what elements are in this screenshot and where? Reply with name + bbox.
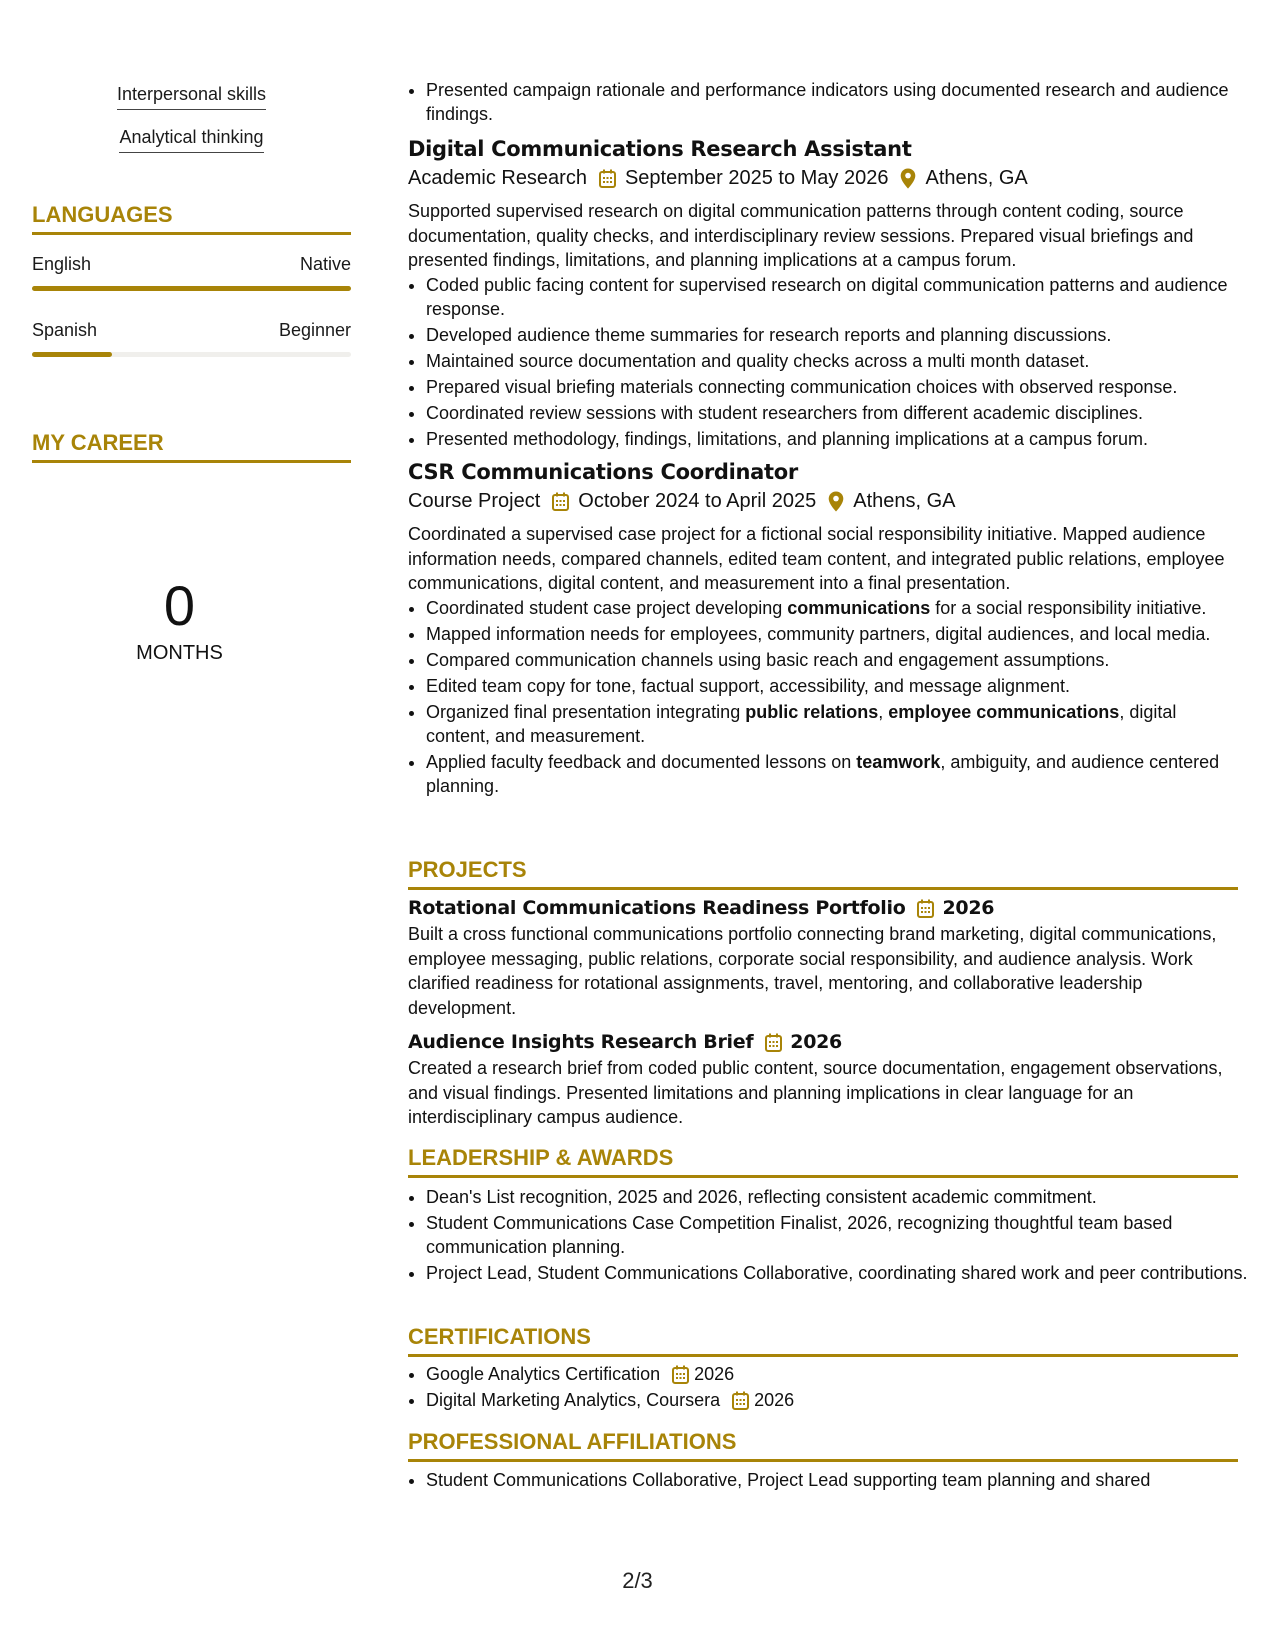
job-location: Athens, GA: [925, 167, 1028, 189]
job-dates: October 2024 to April 2025: [578, 490, 817, 512]
list-item: • Dean's List recognition, 2025 and 2026, reflecting consistent academic commitment.: [426, 1185, 1256, 1209]
language-level: Beginner: [278, 320, 351, 340]
language-name: English: [32, 254, 92, 274]
bullet-list: [408, 1185, 1256, 1287]
job-entry: [408, 460, 1238, 800]
career-unit: MONTHS: [136, 642, 223, 664]
list-item: • Edited team copy for tone, factual support, accessibility, and message alignment.: [426, 674, 1238, 698]
calendar-icon: [917, 899, 934, 918]
job-summary: Coordinated a supervised case project for a fictional social responsibility initiative. Mapped audience information needs, compared channels, edited team content, and integrated public relations, employee communications, digital content, and measurement into a final presentation.: [408, 524, 1225, 593]
job-org: Academic Research: [408, 167, 587, 189]
calendar-icon: [732, 1391, 749, 1410]
project-title: Rotational Communications Readiness Portfolio: [408, 897, 906, 919]
bullet-list: [408, 596, 1238, 798]
list-item: • Student Communications Case Competition Finalist, 2026, recognizing thoughtful team based communication planning.: [426, 1211, 1256, 1259]
proficiency-fill: [32, 352, 112, 357]
cert-name: • Digital Marketing Analytics, Coursera: [426, 1390, 721, 1410]
job-meta: [408, 167, 1238, 190]
project-year: 2026: [942, 897, 995, 919]
keyword: public relations: [745, 701, 879, 722]
bullet-list: [408, 273, 1238, 451]
proficiency-fill: [32, 286, 351, 291]
list-item: • Organized final presentation integrating public relations, employee communications, digital content, and measurement.: [426, 700, 1238, 748]
career-value: 0: [163, 574, 196, 637]
list-item: • Mapped information needs for employees, community partners, digital audiences, and local media.: [426, 622, 1238, 646]
sidebar: [32, 0, 351, 1650]
list-item: [426, 1388, 1256, 1412]
cert-name: • Google Analytics Certification: [426, 1364, 661, 1384]
affiliations-heading: PROFESSIONAL AFFILIATIONS: [408, 1429, 1238, 1462]
skill-item: [32, 127, 351, 153]
language-english: [32, 254, 351, 291]
skill-label: Analytical thinking: [119, 127, 263, 153]
project-entry: [408, 897, 1238, 1020]
list-item: • Coordinated review sessions with student researchers from different academic disciplines.: [426, 401, 1238, 425]
calendar-icon: [599, 169, 616, 188]
job-dates: September 2025 to May 2026: [624, 167, 889, 189]
proficiency-bar: [32, 352, 351, 357]
job-meta: [408, 490, 1238, 513]
job-title: CSR Communications Coordinator: [408, 460, 798, 484]
list-item: • Coded public facing content for supervised research on digital communication patterns and audience response.: [426, 273, 1238, 321]
list-item: • Presented methodology, findings, limitations, and planning implications at a campus forum.: [426, 427, 1238, 451]
list-item: • Student Communications Collaborative, Project Lead supporting team planning and shared: [426, 1468, 1256, 1492]
main-content: [408, 0, 1248, 1650]
project-entry: [408, 1031, 1238, 1130]
keyword: communications: [787, 597, 931, 618]
language-spanish: [32, 320, 351, 357]
map-pin-icon: [900, 168, 916, 189]
certifications-heading: CERTIFICATIONS: [408, 1324, 1238, 1357]
job-location: Athens, GA: [853, 490, 956, 512]
project-title-row: [408, 897, 1238, 919]
project-year: 2026: [790, 1031, 842, 1053]
skill-item: [32, 84, 351, 110]
career-heading: MY CAREER: [32, 430, 351, 463]
projects-heading: PROJECTS: [408, 857, 1238, 890]
awards-heading: LEADERSHIP & AWARDS: [408, 1145, 1238, 1178]
list-item: • Maintained source documentation and quality checks across a multi month dataset.: [426, 349, 1238, 373]
cert-year: 2026: [754, 1390, 795, 1410]
list-item: • Coordinated student case project developing communications for a social responsibility initiative.: [426, 596, 1238, 620]
language-level: Native: [299, 254, 351, 274]
map-pin-icon: [828, 491, 844, 512]
calendar-icon: [552, 492, 569, 511]
list-item: [426, 1362, 1256, 1386]
bullet-list: [408, 78, 1256, 128]
languages-heading: LANGUAGES: [32, 202, 351, 235]
job-summary: Supported supervised research on digital communication patterns through content coding, source documentation, quality checks, and interdisciplinary review sessions. Prepared visual briefings and presented findings, limitations, and planning implications at a campus forum.: [408, 201, 1194, 270]
list-item: • Project Lead, Student Communications Collaborative, coordinating shared work and peer contributions.: [426, 1261, 1256, 1285]
skill-label: Interpersonal skills: [117, 84, 266, 110]
calendar-icon: [765, 1033, 782, 1052]
career-summary: [32, 574, 327, 665]
list-item: • Compared communication channels using basic reach and engagement assumptions.: [426, 648, 1238, 672]
keyword: employee communications: [888, 701, 1120, 722]
keyword: teamwork: [856, 751, 941, 772]
calendar-icon: [672, 1365, 689, 1384]
bullet-list: [408, 1468, 1256, 1494]
list-item: • Prepared visual briefing materials connecting communication choices with observed response.: [426, 375, 1238, 399]
job-entry: [408, 137, 1238, 453]
page-number: 2/3: [622, 1568, 653, 1593]
project-summary: Created a research brief from coded public content, source documentation, engagement observations, and visual findings. Presented limitations and planning implications in clear language for an interdisciplinary campus audience.: [408, 1058, 1223, 1127]
bullet-list: [408, 1362, 1256, 1414]
job-title: Digital Communications Research Assistant: [408, 137, 912, 161]
language-name: Spanish: [32, 320, 98, 340]
project-summary: Built a cross functional communications portfolio connecting brand marketing, digital communications, employee messaging, public relations, corporate social responsibility, and audience analysis. Work clarified readiness for rotational assignments, travel, mentoring, and collaborative leadership development.: [408, 924, 1217, 1018]
list-item: • Presented campaign rationale and performance indicators using documented research and audience findings.: [426, 78, 1256, 126]
proficiency-bar: [32, 286, 351, 291]
list-item: • Developed audience theme summaries for research reports and planning discussions.: [426, 323, 1238, 347]
project-title: Audience Insights Research Brief: [408, 1031, 754, 1053]
cert-year: 2026: [694, 1364, 735, 1384]
project-title-row: [408, 1031, 1238, 1053]
list-item: • Applied faculty feedback and documented lessons on teamwork, ambiguity, and audience centered planning.: [426, 750, 1238, 798]
job-org: Course Project: [408, 490, 541, 512]
